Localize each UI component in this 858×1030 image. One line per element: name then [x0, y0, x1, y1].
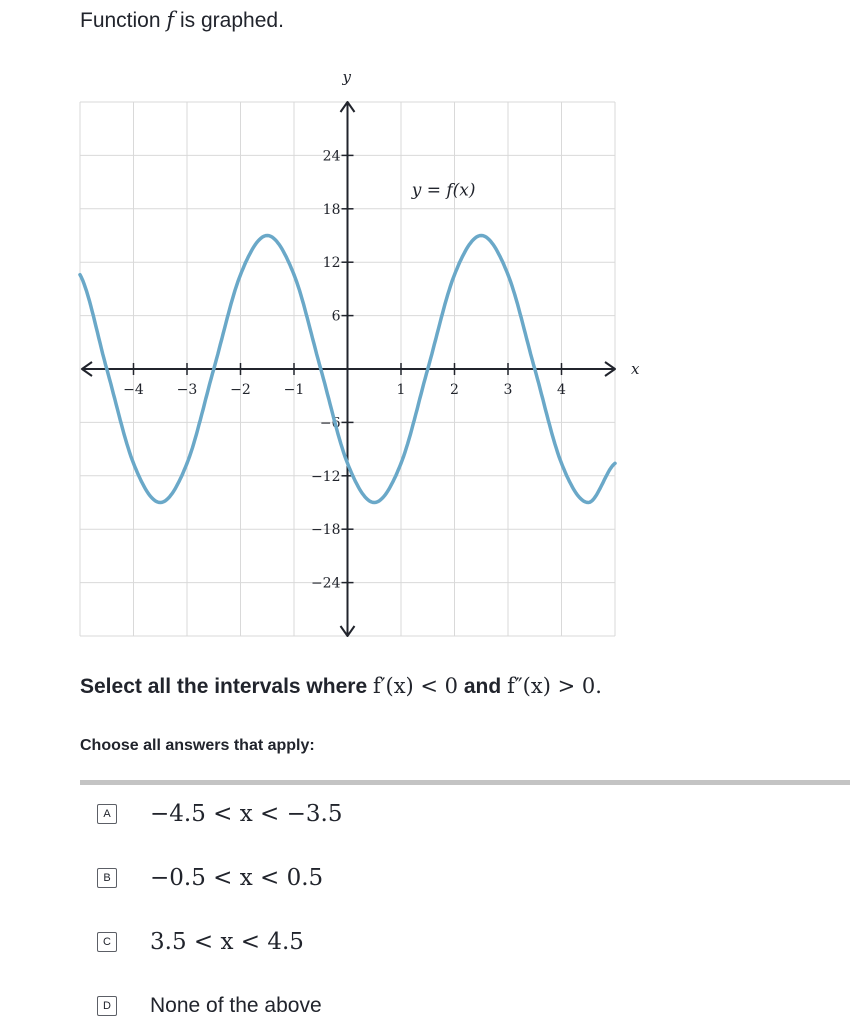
x-tick-label: −3: [176, 382, 198, 398]
x-tick-label: 4: [557, 382, 566, 398]
choice-d-letter: D: [97, 996, 117, 1016]
y-tick-label: 24: [322, 148, 341, 165]
choice-d-text: None of the above: [150, 994, 322, 1017]
x-axis-label: x: [631, 360, 640, 378]
question-mid: and: [458, 675, 508, 698]
prompt-pre: Function: [80, 9, 167, 32]
divider: [80, 780, 850, 785]
question-pre: Select all the intervals where: [80, 675, 373, 698]
choice-c-letter: C: [97, 932, 117, 952]
y-tick-label: −12: [310, 468, 341, 485]
x-tick-label: 1: [396, 382, 406, 398]
choice-b[interactable]: [97, 856, 323, 900]
x-tick-label: 3: [503, 382, 513, 398]
y-tick-label: 18: [322, 201, 341, 218]
y-axis-label: y: [342, 68, 351, 86]
instruction-text: Choose all answers that apply:: [80, 737, 315, 754]
y-tick-label: −24: [310, 575, 341, 592]
question-text: [80, 674, 602, 699]
choice-b-letter: B: [97, 868, 117, 888]
choice-c[interactable]: [97, 920, 304, 964]
y-tick-label: −6: [319, 415, 341, 432]
x-tick-label: −2: [230, 382, 251, 398]
y-tick-label: 12: [322, 255, 341, 272]
choice-c-text: 3.5 < x < 4.5: [150, 929, 304, 955]
question-cond2: f″(x) > 0.: [507, 674, 602, 698]
choice-a-text: −4.5 < x < −3.5: [150, 801, 343, 827]
x-tick-label: 2: [450, 382, 459, 398]
x-tick-label: −4: [123, 382, 144, 398]
question-cond1: f′(x) < 0: [372, 674, 459, 698]
choice-a-letter: A: [97, 804, 117, 824]
curve-label: y = f(x): [411, 180, 476, 201]
prompt-post: is graphed.: [174, 9, 284, 32]
choice-b-text: −0.5 < x < 0.5: [150, 865, 324, 891]
y-tick-label: 6: [331, 308, 341, 325]
prompt-function-var: f: [166, 8, 175, 32]
x-tick-label: −1: [283, 382, 305, 398]
choice-d[interactable]: [97, 984, 322, 1028]
choice-a[interactable]: [97, 792, 342, 836]
y-tick-label: −18: [310, 522, 341, 539]
